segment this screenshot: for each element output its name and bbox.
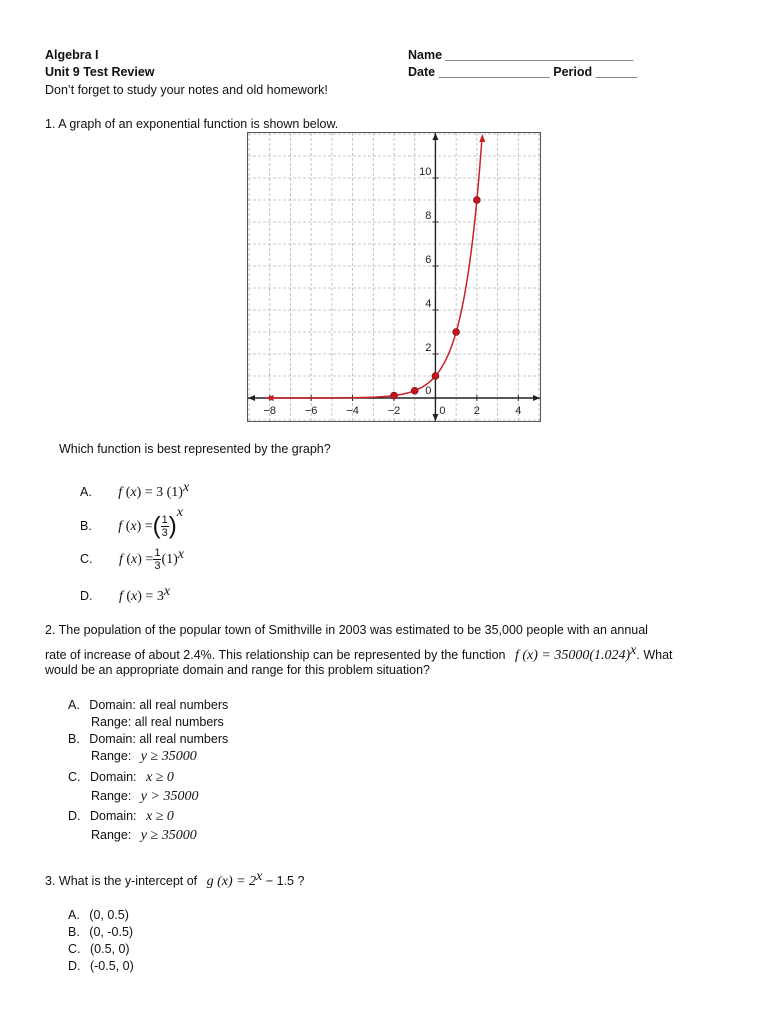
unit-title: Unit 9 Test Review	[45, 65, 155, 79]
range-math: y ≥ 35000	[140, 828, 197, 843]
q2-choice-c-range	[91, 789, 198, 805]
q3-prompt-line	[45, 869, 304, 890]
choice-domain: Domain: all real numbers	[89, 698, 229, 712]
choice-text: (0.5, 0)	[89, 942, 130, 956]
q1-prompt: 1. A graph of an exponential function is shown below.	[45, 117, 339, 131]
q2-choice-a-range: Range: all real numbers	[91, 715, 224, 729]
q3-choice-a[interactable]	[68, 908, 129, 922]
x-tick-label: −4	[346, 405, 359, 417]
choice-letter: C.	[80, 552, 93, 567]
q3-prompt: 3. What is the y-intercept of	[45, 874, 198, 889]
y-tick-label: 2	[425, 342, 432, 354]
q1-choice-a[interactable]: A. f (x) = 3 $(1)^x$	[80, 480, 190, 501]
x-tick-label: 4	[515, 405, 522, 417]
exponential-graph	[247, 132, 541, 422]
data-point	[432, 373, 439, 380]
q3-function-end: − 1.5 ?	[262, 874, 305, 889]
choice-letter: B.	[68, 925, 80, 939]
domain-math: x ≥ 0	[146, 809, 174, 824]
q3-choice-c[interactable]	[68, 942, 130, 956]
choice-a-math: f	[118, 485, 123, 501]
q2-choice-d[interactable]	[68, 809, 174, 825]
q1-choice-b[interactable]: B. f (x) =( $\frac{1}{3}$ )$^x$	[80, 505, 183, 540]
y-tick-label: 4	[425, 298, 432, 310]
q2-function-exponent: x	[630, 643, 637, 658]
q2-line2-end: . What	[636, 648, 673, 663]
choice-c-math: f	[118, 552, 123, 568]
q2-function: f (x) = 35000(1.024)	[514, 648, 631, 664]
y-tick-label: 6	[425, 254, 432, 266]
x-tick-label: 0	[439, 405, 446, 417]
domain-math: x ≥ 0	[146, 770, 174, 785]
range-label: Range:	[91, 789, 132, 803]
range-math: y > 35000	[140, 789, 199, 804]
q2-line2-text: rate of increase of about 2.4%. This relationship can be represented by the function	[45, 648, 506, 663]
choice-domain: Domain: all real numbers	[89, 732, 229, 746]
choice-d-math: f	[118, 589, 123, 605]
q1-choice-c[interactable]: C. f (x) = $\frac{1}{3}$ $(1)^x$	[80, 547, 184, 573]
data-point	[453, 329, 460, 336]
domain-label: Domain:	[89, 770, 137, 784]
choice-letter: B.	[68, 732, 80, 746]
course-title: Algebra I	[45, 48, 99, 62]
data-point	[411, 387, 418, 394]
choice-b-math: f	[118, 519, 123, 534]
study-reminder: Don’t forget to study your notes and old homework!	[45, 83, 328, 97]
graph-svg	[247, 132, 541, 422]
y-tick-label: 8	[425, 210, 432, 222]
q2-choice-c[interactable]	[68, 770, 174, 786]
choice-letter: A.	[80, 485, 92, 500]
x-tick-label: 2	[473, 405, 480, 417]
choice-letter: C.	[68, 942, 81, 956]
choice-letter: C.	[68, 770, 81, 784]
x-tick-label: −8	[263, 405, 276, 417]
q2-choice-a[interactable]	[68, 698, 228, 712]
choice-text: (-0.5, 0)	[89, 959, 134, 973]
q2-line2	[45, 643, 673, 664]
origin-label: 0	[425, 385, 432, 397]
q2-choice-d-range	[91, 828, 197, 844]
choice-text: (0, 0.5)	[89, 908, 129, 922]
choice-letter: A.	[68, 698, 80, 712]
name-field[interactable]: Name ___________________________	[408, 48, 634, 62]
q2-choice-b-range	[91, 749, 197, 765]
data-point	[391, 392, 398, 399]
choice-letter: D.	[68, 809, 81, 823]
range-math: y ≥ 35000	[140, 749, 197, 764]
q2-line1: 2. The population of the popular town of Smithville in 2003 was estimated to be 35,000 people with an annual	[45, 623, 648, 637]
choice-letter: B.	[80, 519, 92, 533]
choice-letter: A.	[68, 908, 80, 922]
q1-choice-d[interactable]: D. f $(x) = 3^x$	[80, 584, 171, 605]
domain-label: Domain:	[89, 809, 137, 823]
choice-letter: D.	[68, 959, 81, 973]
q1-question: Which function is best represented by the graph?	[59, 442, 331, 456]
x-tick-label: −6	[304, 405, 318, 417]
y-tick-label: 10	[419, 166, 432, 178]
q3-choice-b[interactable]	[68, 925, 133, 939]
date-period-field[interactable]: Date ________________ Period ______	[408, 65, 638, 79]
q2-choice-b[interactable]	[68, 732, 228, 746]
q3-choice-d[interactable]	[68, 959, 134, 973]
x-tick-label: −2	[387, 405, 401, 417]
q3-function: g (x) = 2	[206, 874, 257, 890]
choice-text: (0, -0.5)	[89, 925, 134, 939]
range-label: Range:	[91, 749, 132, 763]
choice-letter: D.	[80, 589, 93, 604]
data-point	[473, 197, 480, 204]
q2-line3: would be an appropriate domain and range for this problem situation?	[45, 663, 430, 677]
range-label: Range:	[91, 828, 132, 842]
q3-function-exponent: x	[256, 869, 263, 884]
